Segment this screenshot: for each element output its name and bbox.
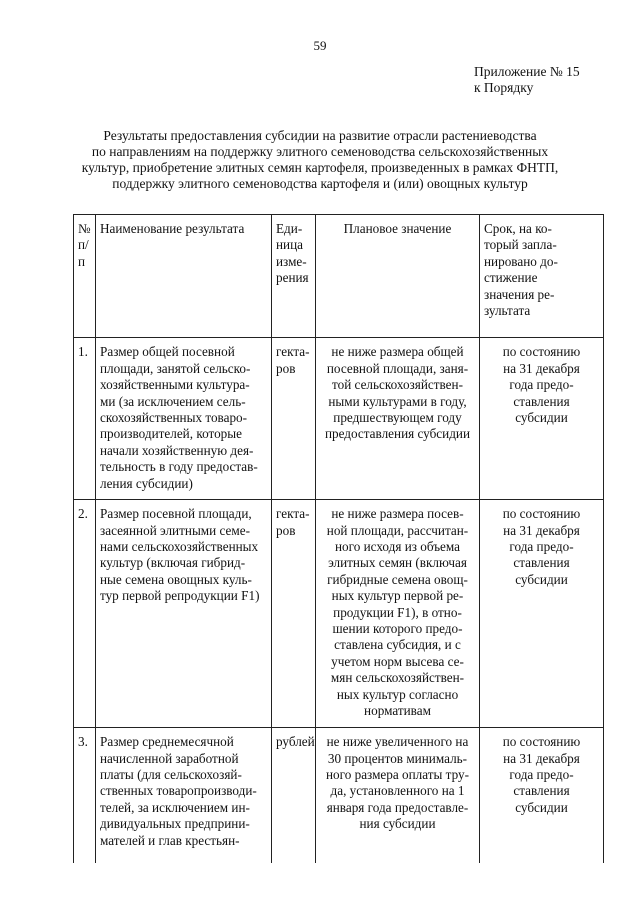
page-number: 59 (313, 38, 327, 53)
cell-result-name: Размер общей посевной площади, занятой сельско- хозяйственными культура- ми (за исключением сель- скохозяйственных товаро- производителей, которые начали хозяйственную дея- тельность в году предостав- ления субсидии) (96, 338, 272, 500)
table-row (74, 500, 604, 728)
cell-deadline: по состоянию на 31 декабря года предо- ставления субсидии (480, 338, 604, 500)
header-number: № п/ п (74, 215, 96, 338)
cell-unit: гекта- ров (272, 500, 316, 728)
header-deadline: Срок, на ко- торый запла- нировано до- стижение значения ре- зультата (480, 215, 604, 338)
cell-result-name: Размер среднемесячной начисленной заработной платы (для сельскохозяй- ственных товаропроизводи- телей, за исключением ин- дивидуальных предприни- мателей и глав крестьян- (96, 728, 272, 864)
cell-deadline: по состоянию на 31 декабря года предо- ставления субсидии (480, 500, 604, 728)
results-table (73, 214, 604, 863)
appendix-line-2: к Порядку (474, 80, 534, 95)
table-row (74, 728, 604, 864)
cell-planned-value: не ниже увеличенного на 30 процентов минималь- ного размера оплаты тру- да, установленного на 1 января года предоставле- ния субсидии (316, 728, 480, 864)
header-unit: Еди- ница изме- рения (272, 215, 316, 338)
cell-unit: рублей (272, 728, 316, 864)
cell-number: 1. (74, 338, 96, 500)
cell-planned-value: не ниже размера общей посевной площади, заня- той сельскохозяйствен- ными культурами в году, предшествующем году предоставления субсидии (316, 338, 480, 500)
cell-number: 3. (74, 728, 96, 864)
header-result-name: Наименование результата (96, 215, 272, 338)
appendix-reference (474, 64, 580, 96)
cell-number: 2. (74, 500, 96, 728)
document-title: Результаты предоставления субсидии на развитие отрасли растениеводства по направлениям на поддержку элитного семеноводства сельскохозяйственных культур, приобретение элитных семян картофеля, произведенных в рамках ФНТП, поддержку элитного семеноводства картофеля и (или) овощных культур (81, 128, 559, 191)
appendix-line-1: Приложение № 15 (474, 64, 580, 79)
cell-result-name: Размер посевной площади, засеянной элитными семе- нами сельскохозяйственных культур (включая гибрид- ные семена овощных куль- тур первой репродукции F1) (96, 500, 272, 728)
table-row (74, 338, 604, 500)
cell-deadline: по состоянию на 31 декабря года предо- ставления субсидии (480, 728, 604, 864)
table-header-row (74, 215, 604, 338)
cell-planned-value: не ниже размера посев- ной площади, рассчитан- ного исходя из объема элитных семян (включая гибридные семена овощ- ных культур первой ре- продукции F1), в отно- шении которого предо- ставлена субсидия, и с учетом норм высева се- мян сельскохозяйствен- ных культур согласно нормативам (316, 500, 480, 728)
cell-unit: гекта- ров (272, 338, 316, 500)
header-planned-value: Плановое значение (316, 215, 480, 338)
